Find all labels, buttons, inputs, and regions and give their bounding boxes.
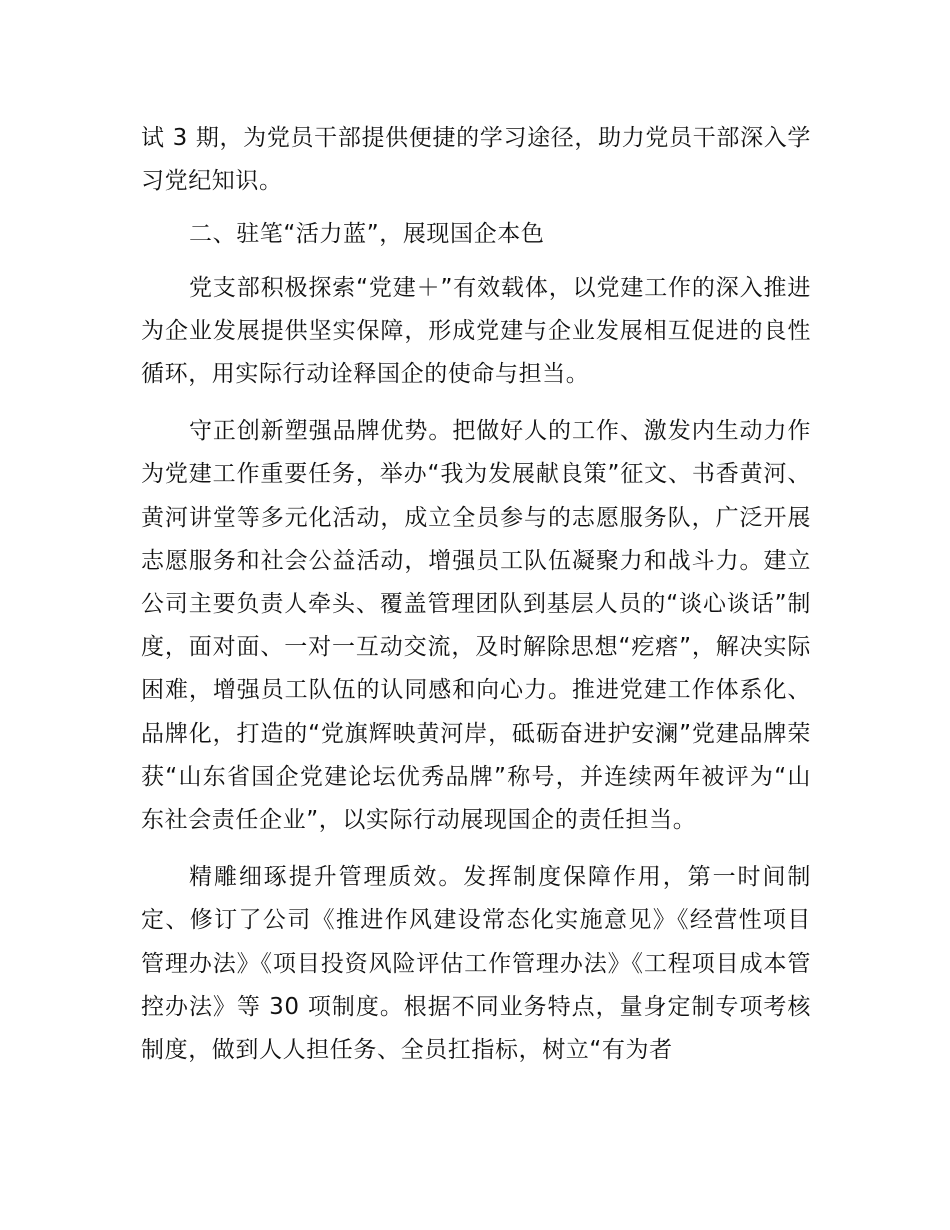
section-heading: 二、驻笔“活力蓝”，展现国企本色 — [189, 221, 545, 248]
document-body — [141, 117, 811, 1072]
paragraph-intro: 党支部积极探索“党建＋”有效载体，以党建工作的深入推进为企业发展提供坚实保障，形成党建与企业发展相互促进的良性循环，用实际行动诠释国企的使命与担当。 — [141, 274, 811, 388]
paragraph-continuation: 试 3 期，为党员干部提供便捷的学习途径，助力党员干部深入学习党纪知识。 — [141, 125, 811, 195]
paragraph-management: 精雕细琢提升管理质效。发挥制度保障作用，第一时间制定、修订了公司《推进作风建设常态化实施意见》《经营性项目管理办法》《项目投资风险评估工作管理办法》《工程项目成本管控办法》等 30 项制度。根据不同业务特点，量身定制专项考核制度，做到人人担任务、全员扛指标，树立“有为者 — [141, 864, 811, 1064]
paragraph-brand: 守正创新塑强品牌优势。把做好人的工作、激发内生动力作为党建工作重要任务，举办“我为发展献良策”征文、书香黄河、黄河讲堂等多元化活动，成立全员参与的志愿服务队，广泛开展志愿服务和社会公益活动，增强员工队伍凝聚力和战斗力。建立公司主要负责人牵头、覆盖管理团队到基层人员的“谈心谈话”制度，面对面、一对一互动交流，及时解除思想“疙瘩”，解决实际困难，增强员工队伍的认同感和向心力。推进党建工作体系化、品牌化，打造的“党旗辉映黄河岸，砥砺奋进护安澜”党建品牌荣获“山东省国企党建论坛优秀品牌”称号，并连续两年被评为“山东社会责任企业”，以实际行动展现国企的责任担当。 — [141, 418, 811, 834]
